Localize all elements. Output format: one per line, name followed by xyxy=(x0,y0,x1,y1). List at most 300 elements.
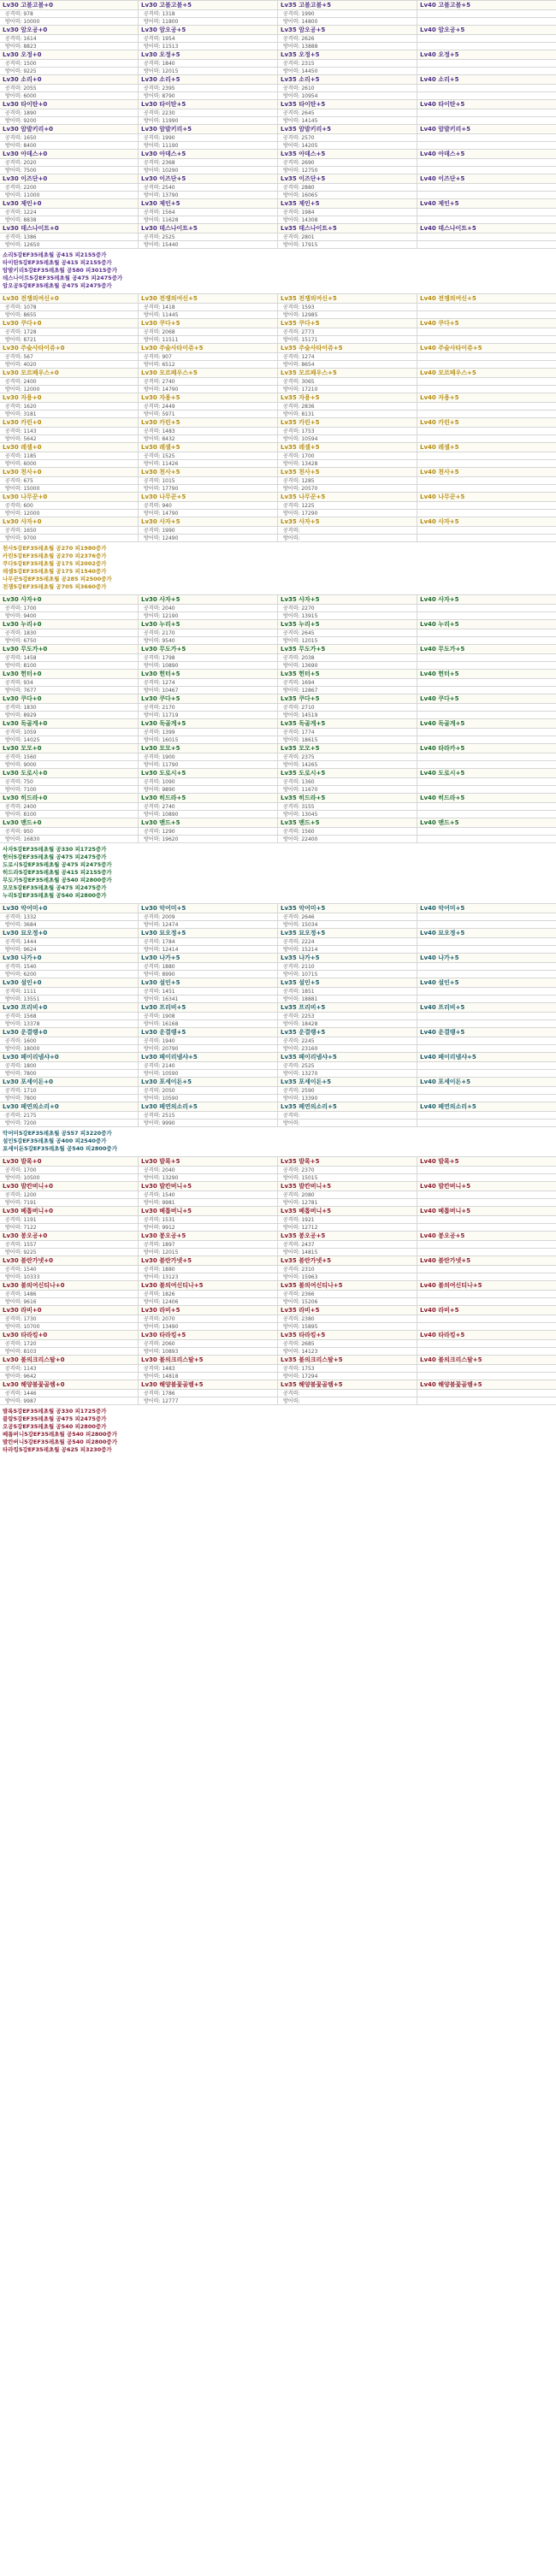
attack-cell: 공격력: 1560 xyxy=(278,828,417,836)
upgrade-note: 설인5강EF35레초월 공400 피2540증가 xyxy=(3,1137,107,1144)
monster-name-cell: Lv40 암발키리+5 xyxy=(417,125,556,134)
monster-name-cell: Lv35 암발키리+5 xyxy=(278,125,417,134)
monster-name-cell: Lv30 도로시+0 xyxy=(0,769,139,778)
defense-cell xyxy=(417,535,556,542)
defense-cell: 방어력: 6512 xyxy=(139,361,278,369)
defense-cell: 방어력: 9642 xyxy=(0,1373,139,1380)
defense-cell: 방어력: 10890 xyxy=(139,811,278,818)
attack-cell: 공격력: 2020 xyxy=(0,159,139,167)
defense-cell: 방어력: 11719 xyxy=(139,712,278,719)
defense-cell: 방어력: 9912 xyxy=(139,1224,278,1232)
defense-cell: 방어력: 8100 xyxy=(0,811,139,818)
attack-cell: 공격력: 2645 xyxy=(278,629,417,637)
stats-table xyxy=(0,594,556,843)
monster-name-cell: Lv35 설인+5 xyxy=(278,978,417,988)
attack-cell: 공격력: 2253 xyxy=(278,1013,417,1020)
monster-name-cell: Lv30 맨드+0 xyxy=(0,818,139,828)
attack-cell xyxy=(417,1167,556,1174)
attack-cell: 공격력: 2525 xyxy=(139,233,278,241)
attack-cell: 공격력: 2880 xyxy=(278,184,417,192)
attack-cell xyxy=(417,1390,556,1397)
attack-cell: 공격력: 1880 xyxy=(139,963,278,971)
monster-name-cell: Lv35 사자+5 xyxy=(278,517,417,527)
upgrade-note: 블랑5강EF35레초월 공475 피2475증가 xyxy=(3,1415,107,1422)
monster-name-cell: Lv35 데스나이트+5 xyxy=(278,224,417,233)
defense-cell: 방어력: 10893 xyxy=(139,1348,278,1356)
defense-cell: 방어력: 13428 xyxy=(278,460,417,468)
attack-cell xyxy=(417,1216,556,1224)
attack-cell: 공격력: 675 xyxy=(0,477,139,485)
defense-cell: 방어력: 11000 xyxy=(0,192,139,199)
monster-name-cell: Lv35 쿠다+5 xyxy=(278,694,417,704)
defense-cell xyxy=(417,1323,556,1331)
upgrade-note: 천사5강EF35레초월 공270 피1980증가 xyxy=(3,545,107,552)
upgrade-note: 나무꾼5강EF35레초월 공285 피2500증가 xyxy=(3,576,112,582)
monster-name-cell: Lv30 라비+0 xyxy=(0,1306,139,1315)
defense-cell: 방어력: 17915 xyxy=(278,241,417,249)
attack-cell: 공격력: 1451 xyxy=(139,988,278,996)
attack-cell: 공격력: 2140 xyxy=(139,1062,278,1070)
attack-cell xyxy=(417,729,556,736)
attack-cell xyxy=(417,1062,556,1070)
defense-cell: 방어력: 14205 xyxy=(278,142,417,150)
defense-cell: 방어력: 8432 xyxy=(139,435,278,443)
monster-name-cell: Lv30 불의여신티나+0 xyxy=(0,1281,139,1291)
defense-cell: 방어력: 9987 xyxy=(0,1397,139,1405)
defense-cell: 방어력: 14145 xyxy=(278,117,417,125)
defense-cell: 방어력: 14450 xyxy=(278,68,417,75)
defense-cell: 방어력: 7122 xyxy=(0,1224,139,1232)
attack-cell: 공격력: 1318 xyxy=(139,10,278,18)
upgrade-notes xyxy=(0,542,556,594)
defense-cell xyxy=(417,192,556,199)
monster-name-cell: Lv40 불의크리스탈+5 xyxy=(417,1356,556,1365)
defense-cell: 방어력: 14265 xyxy=(278,761,417,769)
attack-cell: 공격력: 2038 xyxy=(278,654,417,662)
monster-name-cell: Lv40 모르페우스+5 xyxy=(417,369,556,378)
defense-cell: 방어력: 6000 xyxy=(0,92,139,100)
monster-name-cell: Lv30 사자+5 xyxy=(139,517,278,527)
attack-cell: 공격력: 2515 xyxy=(139,1112,278,1120)
monster-name-cell: Lv30 발록+0 xyxy=(0,1157,139,1167)
defense-cell xyxy=(417,1249,556,1256)
attack-cell: 공격력: 1753 xyxy=(278,1365,417,1373)
attack-cell: 공격력: 2270 xyxy=(278,605,417,612)
attack-cell xyxy=(417,1112,556,1120)
attack-cell xyxy=(417,1365,556,1373)
attack-cell: 공격력: 1399 xyxy=(139,729,278,736)
monster-name-cell: Lv40 블란가넷+5 xyxy=(417,1256,556,1266)
attack-cell: 공격력: 1360 xyxy=(278,778,417,786)
attack-cell xyxy=(417,1191,556,1199)
upgrade-note: 사자5강EF35레초월 공330 피1725증가 xyxy=(3,846,107,853)
monster-name-cell: Lv40 발칸버니+5 xyxy=(417,1182,556,1191)
attack-cell xyxy=(417,938,556,946)
defense-cell: 방어력: 8131 xyxy=(278,411,417,418)
upgrade-note: 헌터5강EF35레초월 공475 피2475증가 xyxy=(3,854,107,860)
defense-cell: 방어력: 14800 xyxy=(278,18,417,26)
attack-cell: 공격력: 1560 xyxy=(0,753,139,761)
attack-cell: 공격력: 567 xyxy=(0,353,139,361)
defense-cell: 방어력: 13045 xyxy=(278,811,417,818)
attack-cell xyxy=(417,828,556,836)
attack-cell xyxy=(417,502,556,510)
defense-cell: 방어력: 11513 xyxy=(139,43,278,50)
attack-cell: 공격력: 1386 xyxy=(0,233,139,241)
monster-name-cell: Lv30 모르페우스+5 xyxy=(139,369,278,378)
attack-cell: 공격력: 2375 xyxy=(278,753,417,761)
defense-cell xyxy=(417,1273,556,1281)
attack-cell xyxy=(417,378,556,386)
attack-cell: 공격력: 1111 xyxy=(0,988,139,996)
attack-cell: 공격력: 1990 xyxy=(139,134,278,142)
attack-cell: 공격력: 940 xyxy=(139,502,278,510)
defense-cell: 방어력: 13378 xyxy=(0,1020,139,1028)
defense-cell: 방어력: 12000 xyxy=(0,386,139,393)
monster-name-cell: Lv30 암발키리+0 xyxy=(0,125,139,134)
attack-cell: 공격력: 950 xyxy=(0,828,139,836)
monster-name-cell: Lv30 나가+5 xyxy=(139,954,278,963)
defense-cell: 방어력: 8838 xyxy=(0,216,139,224)
defense-cell: 방어력: 11800 xyxy=(139,18,278,26)
attack-cell: 공격력: 1730 xyxy=(0,1315,139,1323)
monster-name-cell: Lv35 프리비+5 xyxy=(278,1003,417,1013)
defense-cell: 방어력: 15015 xyxy=(278,1174,417,1182)
defense-cell: 방어력: 15000 xyxy=(0,485,139,493)
attack-cell: 공격력: 2836 xyxy=(278,403,417,411)
defense-cell: 방어력: 12414 xyxy=(139,946,278,954)
attack-cell xyxy=(417,527,556,535)
upgrade-note: 레셀5강EF35레초월 공175 피1540증가 xyxy=(3,568,107,575)
defense-cell xyxy=(417,435,556,443)
attack-cell xyxy=(417,1037,556,1045)
attack-cell: 공격력: 2646 xyxy=(278,913,417,921)
monster-name-cell: Lv30 고블고블+5 xyxy=(139,1,278,10)
attack-cell: 공격력: 2110 xyxy=(278,963,417,971)
attack-cell: 공격력: 2540 xyxy=(139,184,278,192)
monster-name-cell: Lv35 오정+5 xyxy=(278,50,417,60)
attack-cell: 공격력: 2710 xyxy=(278,704,417,712)
defense-cell: 방어력: 20790 xyxy=(139,1045,278,1053)
attack-cell: 공격력: 2315 xyxy=(278,60,417,68)
defense-cell: 방어력: 12190 xyxy=(139,612,278,620)
monster-name-cell: Lv40 나가+5 xyxy=(417,954,556,963)
defense-cell xyxy=(417,1298,556,1306)
monster-name-cell: Lv40 오정+5 xyxy=(417,50,556,60)
upgrade-note: 무도가5강EF35레초월 공540 피2800증가 xyxy=(3,877,112,883)
attack-cell: 공격력: 1614 xyxy=(0,35,139,43)
defense-cell xyxy=(417,117,556,125)
defense-cell: 방어력: 16168 xyxy=(139,1020,278,1028)
defense-cell: 방어력: 7100 xyxy=(0,786,139,794)
monster-name-cell: Lv40 고블고블+5 xyxy=(417,1,556,10)
defense-cell xyxy=(417,662,556,670)
attack-cell: 공격력: 1593 xyxy=(278,304,417,311)
upgrade-notes xyxy=(0,1405,556,1457)
monster-name-cell: Lv30 이즈단+0 xyxy=(0,174,139,184)
defense-cell: 방어력: 8103 xyxy=(0,1348,139,1356)
attack-cell: 공격력: 600 xyxy=(0,502,139,510)
defense-cell: 방어력: 11190 xyxy=(139,142,278,150)
monster-name-cell: Lv40 페이리넴샤+5 xyxy=(417,1053,556,1062)
attack-cell: 공격력: 2200 xyxy=(0,184,139,192)
monster-name-cell: Lv40 해양불꽃골렘+5 xyxy=(417,1380,556,1390)
monster-name-cell: Lv40 타라카+5 xyxy=(417,744,556,753)
monster-name-cell: Lv40 베톱버니+5 xyxy=(417,1207,556,1216)
attack-cell: 공격력: 2009 xyxy=(139,913,278,921)
attack-cell: 공격력: 1143 xyxy=(0,1365,139,1373)
attack-cell xyxy=(417,428,556,435)
attack-cell xyxy=(417,209,556,216)
defense-cell: 방어력: 6200 xyxy=(0,971,139,978)
defense-cell: 방어력: 10333 xyxy=(0,1273,139,1281)
monster-name-cell: Lv30 자용+5 xyxy=(139,393,278,403)
attack-cell: 공격력: 1880 xyxy=(139,1266,278,1273)
monster-name-cell: Lv30 레셀+0 xyxy=(0,443,139,452)
defense-cell xyxy=(417,361,556,369)
defense-cell: 방어력: 12015 xyxy=(139,1249,278,1256)
upgrade-note: 전쟁5강EF35레초월 공705 피3660증가 xyxy=(3,583,107,590)
attack-cell: 공격력: 2050 xyxy=(139,1087,278,1095)
monster-name-cell: Lv35 무도가+5 xyxy=(278,645,417,654)
attack-cell: 공격력: xyxy=(278,527,417,535)
defense-cell: 방어력: 17790 xyxy=(139,485,278,493)
defense-cell: 방어력: 9616 xyxy=(0,1298,139,1306)
defense-cell: 방어력: 9225 xyxy=(0,1249,139,1256)
defense-cell: 방어력: 13690 xyxy=(278,662,417,670)
attack-cell xyxy=(417,654,556,662)
monster-name-cell: Lv30 전쟁의여신+0 xyxy=(0,294,139,304)
defense-cell: 방어력: 8100 xyxy=(0,662,139,670)
monster-name-cell: Lv40 헌터+5 xyxy=(417,670,556,679)
attack-cell: 공격력: 1800 xyxy=(0,1062,139,1070)
attack-cell xyxy=(417,1266,556,1273)
upgrade-note: 카린5강EF35레초월 공270 피2376증가 xyxy=(3,552,107,559)
monster-name-cell: Lv40 라비+5 xyxy=(417,1306,556,1315)
defense-cell: 방어력: 8721 xyxy=(0,336,139,344)
monster-name-cell: Lv30 데스나이트+5 xyxy=(139,224,278,233)
attack-cell: 공격력: 1900 xyxy=(139,753,278,761)
monster-name-cell: Lv35 맨드+5 xyxy=(278,818,417,828)
monster-name-cell: Lv30 아데스+5 xyxy=(139,150,278,159)
monster-name-cell: Lv30 포세이돈+5 xyxy=(139,1078,278,1087)
attack-cell xyxy=(417,403,556,411)
monster-name-cell: Lv35 독골게+5 xyxy=(278,719,417,729)
upgrade-note: 히드라5강EF35레초월 공415 피2155증가 xyxy=(3,869,112,876)
monster-name-cell: Lv30 오정+5 xyxy=(139,50,278,60)
monster-name-cell: Lv30 묘오정+5 xyxy=(139,929,278,938)
upgrade-note: 소리5강EF35레초월 공415 피2155증가 xyxy=(3,251,107,258)
attack-cell xyxy=(417,10,556,18)
defense-cell: 방어력: 8823 xyxy=(0,43,139,50)
upgrade-note: 암오공5강EF35레초월 공475 피2475증가 xyxy=(3,282,112,289)
defense-cell: 방어력: 4020 xyxy=(0,361,139,369)
monster-name-cell: Lv30 쿠다+0 xyxy=(0,694,139,704)
attack-cell: 공격력: 2626 xyxy=(278,35,417,43)
defense-cell: 방어력: 6750 xyxy=(0,637,139,645)
attack-cell: 공격력: 1290 xyxy=(139,828,278,836)
monster-name-cell: Lv40 포세이돈+5 xyxy=(417,1078,556,1087)
attack-cell xyxy=(417,913,556,921)
monster-name-cell: Lv30 암발키리+5 xyxy=(139,125,278,134)
monster-name-cell: Lv35 포세이돈+5 xyxy=(278,1078,417,1087)
defense-cell: 방어력: 16341 xyxy=(139,996,278,1003)
monster-name-cell: Lv30 쿠다+0 xyxy=(0,319,139,328)
monster-name-cell: Lv30 아데스+0 xyxy=(0,150,139,159)
defense-cell xyxy=(417,386,556,393)
attack-cell: 공격력: 2368 xyxy=(139,159,278,167)
defense-cell: 방어력: 15214 xyxy=(278,946,417,954)
defense-cell: 방어력: 14025 xyxy=(0,736,139,744)
defense-cell xyxy=(417,921,556,929)
defense-cell: 방어력: 5971 xyxy=(139,411,278,418)
monster-name-cell: Lv35 암오공+5 xyxy=(278,26,417,35)
attack-cell xyxy=(417,452,556,460)
attack-cell: 공격력: 2366 xyxy=(278,1291,417,1298)
defense-cell: 방어력: 10715 xyxy=(278,971,417,978)
attack-cell: 공격력: 2070 xyxy=(139,1315,278,1323)
defense-cell: 방어력: 12781 xyxy=(278,1199,417,1207)
attack-cell: 공격력: 1557 xyxy=(0,1241,139,1249)
monster-name-cell: Lv40 소리+5 xyxy=(417,75,556,85)
monster-name-cell: Lv35 발칸버니+5 xyxy=(278,1182,417,1191)
attack-cell xyxy=(417,233,556,241)
defense-cell xyxy=(417,1045,556,1053)
monster-name-cell: Lv30 설인+5 xyxy=(139,978,278,988)
defense-cell: 방어력: 6000 xyxy=(0,460,139,468)
attack-cell: 공격력: 1285 xyxy=(278,477,417,485)
attack-cell: 공격력: 1753 xyxy=(278,428,417,435)
attack-cell: 공격력: 1531 xyxy=(139,1216,278,1224)
attack-cell: 공격력: 1090 xyxy=(139,778,278,786)
stats-table xyxy=(0,293,556,542)
monster-name-cell: Lv35 나가+5 xyxy=(278,954,417,963)
defense-cell: 방어력: 15440 xyxy=(139,241,278,249)
defense-cell: 방어력: 13490 xyxy=(139,1323,278,1331)
defense-cell: 방어력: 5642 xyxy=(0,435,139,443)
monster-name-cell: Lv30 페연의소리+0 xyxy=(0,1102,139,1112)
defense-cell: 방어력: 11426 xyxy=(139,460,278,468)
attack-cell: 공격력: 1274 xyxy=(278,353,417,361)
monster-name-cell: Lv35 제인+5 xyxy=(278,199,417,209)
monster-name-cell: Lv40 프리비+5 xyxy=(417,1003,556,1013)
monster-name-cell: Lv30 타라킹+5 xyxy=(139,1331,278,1340)
defense-cell xyxy=(417,687,556,694)
monster-name-cell: Lv40 아데스+5 xyxy=(417,150,556,159)
monster-name-cell: Lv40 쿠다+5 xyxy=(417,694,556,704)
defense-cell: 방어력: 16065 xyxy=(278,192,417,199)
defense-cell: 방어력: 11670 xyxy=(278,786,417,794)
monster-name-cell: Lv40 사자+5 xyxy=(417,595,556,605)
monster-name-cell: Lv30 블란가넷+5 xyxy=(139,1256,278,1266)
defense-cell xyxy=(417,637,556,645)
monster-name-cell: Lv30 헌터+5 xyxy=(139,670,278,679)
monster-name-cell: Lv35 소리+5 xyxy=(278,75,417,85)
attack-cell: 공격력: 1650 xyxy=(0,134,139,142)
monster-name-cell: Lv30 전쟁의여신+5 xyxy=(139,294,278,304)
attack-cell: 공격력: 750 xyxy=(0,778,139,786)
monster-name-cell: Lv30 암오공+0 xyxy=(0,26,139,35)
defense-cell xyxy=(417,167,556,174)
defense-cell: 방어력: xyxy=(278,1397,417,1405)
defense-cell: 방어력: 10594 xyxy=(278,435,417,443)
defense-cell: 방어력: 11628 xyxy=(139,216,278,224)
monster-name-cell: Lv35 천사+5 xyxy=(278,468,417,477)
attack-cell: 공격력: 978 xyxy=(0,10,139,18)
monster-name-cell: Lv35 봉오공+5 xyxy=(278,1232,417,1241)
defense-cell: 방어력: 11445 xyxy=(139,311,278,319)
upgrade-note: 악어미5강EF35레초월 공557 피3220증가 xyxy=(3,1130,112,1137)
monster-name-cell: Lv35 레셀+5 xyxy=(278,443,417,452)
defense-cell xyxy=(417,1020,556,1028)
attack-cell: 공격력: 1826 xyxy=(139,1291,278,1298)
monster-name-cell: Lv35 묘오정+5 xyxy=(278,929,417,938)
monster-name-cell: Lv30 운결랭+5 xyxy=(139,1028,278,1037)
attack-cell: 공격력: 2801 xyxy=(278,233,417,241)
defense-cell: 방어력: 13270 xyxy=(278,1070,417,1078)
upgrade-note: 데스나이트5강EF35레초월 공475 피2475증가 xyxy=(3,275,123,281)
attack-cell xyxy=(417,1241,556,1249)
monster-name-cell: Lv40 주술사타이쥬+5 xyxy=(417,344,556,353)
monster-name-cell: Lv30 카린+5 xyxy=(139,418,278,428)
upgrade-note: 오공5강EF35레초월 공540 피2800증가 xyxy=(3,1423,107,1430)
monster-name-cell: Lv35 누리+5 xyxy=(278,620,417,629)
defense-cell: 방어력: 12985 xyxy=(278,311,417,319)
defense-cell: 방어력: 10500 xyxy=(0,1174,139,1182)
attack-cell: 공격력: 1650 xyxy=(0,527,139,535)
attack-cell xyxy=(417,1087,556,1095)
defense-cell: 방어력: 20570 xyxy=(278,485,417,493)
monster-name-cell: Lv40 불의여신티나+5 xyxy=(417,1281,556,1291)
defense-cell: 방어력: 9200 xyxy=(0,117,139,125)
defense-cell: 방어력: 14790 xyxy=(139,386,278,393)
monster-name-cell: Lv30 모모+0 xyxy=(0,744,139,753)
monster-section xyxy=(0,1156,556,1457)
defense-cell xyxy=(417,311,556,319)
attack-cell: 공격력: 1458 xyxy=(0,654,139,662)
upgrade-notes xyxy=(0,1127,556,1156)
defense-cell: 방어력: 12712 xyxy=(278,1224,417,1232)
upgrade-notes xyxy=(0,843,556,903)
monster-name-cell: Lv35 고블고블+5 xyxy=(278,1,417,10)
defense-cell: 방어력: 7200 xyxy=(0,1120,139,1127)
defense-cell: 방어력: 12650 xyxy=(0,241,139,249)
monster-name-cell: Lv30 누리+5 xyxy=(139,620,278,629)
attack-cell: 공격력: 2245 xyxy=(278,1037,417,1045)
defense-cell xyxy=(417,241,556,249)
attack-cell xyxy=(417,328,556,336)
monster-name-cell: Lv30 데스나이트+0 xyxy=(0,224,139,233)
attack-cell: 공격력: 2400 xyxy=(0,378,139,386)
defense-cell xyxy=(417,612,556,620)
defense-cell: 방어력: 10590 xyxy=(139,1095,278,1102)
defense-cell: 방어력: 9624 xyxy=(0,946,139,954)
monster-name-cell: Lv35 히드라+5 xyxy=(278,794,417,803)
attack-cell: 공격력: 1990 xyxy=(278,10,417,18)
monster-name-cell: Lv40 묘오정+5 xyxy=(417,929,556,938)
monster-name-cell: Lv40 설인+5 xyxy=(417,978,556,988)
monster-name-cell: Lv35 베톱버니+5 xyxy=(278,1207,417,1216)
upgrade-note: 베톱버니5강EF35레초월 공540 피2800증가 xyxy=(3,1431,117,1438)
monster-section xyxy=(0,0,556,293)
monster-name-cell: Lv40 제인+5 xyxy=(417,199,556,209)
attack-cell: 공격력: 1908 xyxy=(139,1013,278,1020)
monster-name-cell: Lv30 고블고블+0 xyxy=(0,1,139,10)
defense-cell: 방어력: 17210 xyxy=(278,386,417,393)
defense-cell: 방어력: 19620 xyxy=(139,836,278,843)
attack-cell: 공격력: 1990 xyxy=(139,527,278,535)
defense-cell: 방어력: 8655 xyxy=(0,311,139,319)
